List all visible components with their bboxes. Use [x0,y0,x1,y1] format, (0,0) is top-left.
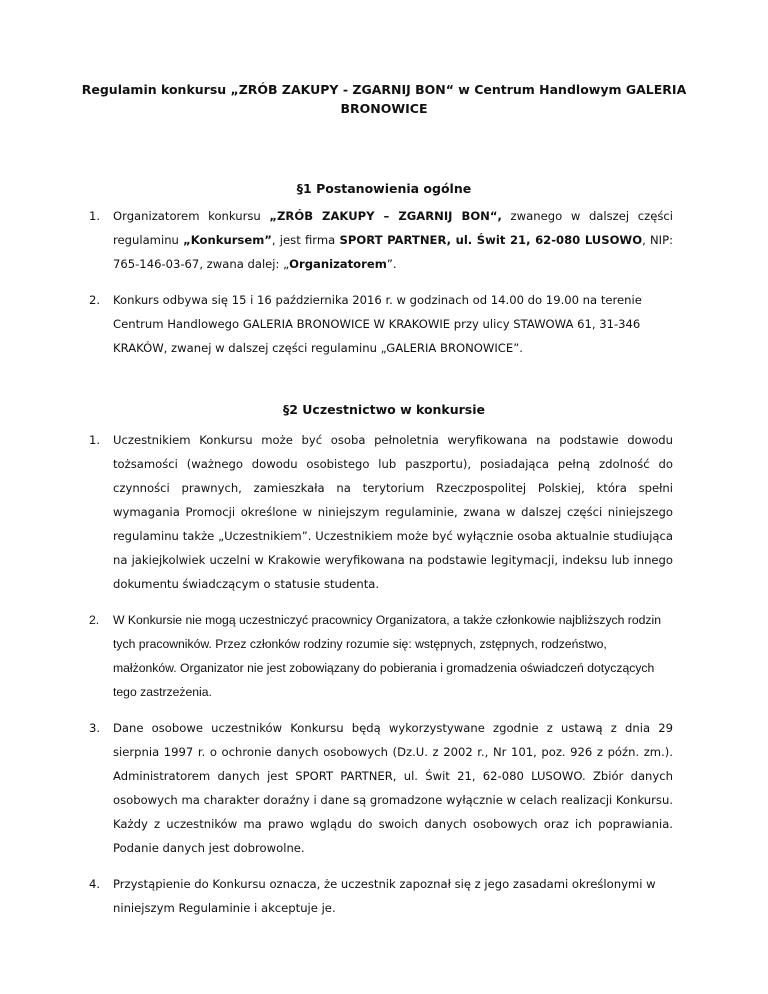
item-text: Przystąpienie do Konkursu oznacza, że uczestnik zapoznał się z jego zasadami określonymi w niniejszym Regulaminie i akceptuje je. [113,877,656,915]
list-item [89,872,673,920]
item-text: , NIP: 765-146-03-67, zwana dalej: „ [113,233,673,271]
item-text: Konkurs odbywa się 15 i 16 października 2016 r. w godzinach od 14.00 do 19.00 na terenie Centrum Handlowego GALERIA BRONOWICE W KRAKOWIE przy ulicy STAWOWA 61, 31-346 KRAKÓW, zwanej w dalszej części regulaminu „GALERIA BRONOWICE”. [113,293,642,355]
list-item [89,716,673,860]
contest-term: „Konkursem” [183,233,272,247]
section-2-list [89,428,673,920]
item-number: 4. [89,877,101,891]
contest-name: „ZRÓB ZAKUPY – ZGARNIJ BON“, [269,209,502,223]
document-title [80,80,688,118]
item-number: 2. [89,613,100,627]
section-1-heading: §1 Postanowienia ogólne [296,181,472,196]
list-item [89,608,673,704]
list-item [89,428,673,596]
section-2-heading: §2 Uczestnictwo w konkursie [282,402,486,417]
list-item [89,204,673,276]
title-line-2: BRONOWICE [340,101,428,116]
item-number: 1. [89,209,101,223]
section-1-list [89,204,673,360]
item-number: 3. [89,721,101,735]
item-text: Dane osobowe uczestników Konkursu będą wykorzystywane zgodnie z ustawą z dnia 29 sierpnia 1997 r. o ochronie danych osobowych (Dz.U. z 2002 r., Nr 101, poz. 926 z późn. zm.). Administratorem danych jest SPORT PARTNER, ul. Świt 21, 62-080 LUSOWO. Zbiór danych osobowych ma charakter doraźny i dane są gromadzone wyłącznie w celach realizacji Konkursu. Każdy z uczestników ma prawo wglądu do swoich danych osobowych oraz ich poprawiania. Podanie danych jest dobrowolne. [113,721,673,855]
item-number: 1. [89,433,101,447]
item-text: , jest firma [271,233,340,247]
organizer-address: SPORT PARTNER, ul. Świt 21, 62-080 LUSOWO [339,233,643,247]
item-text: ”. [386,257,397,271]
list-item [89,288,673,360]
title-line-1: Regulamin konkursu „ZRÓB ZAKUPY - ZGARNIJ BON“ w Centrum Handlowym GALERIA [81,82,687,97]
item-text: zwanego w dalszej części regulaminu [113,209,673,247]
item-text: W Konkursie nie mogą uczestniczyć pracownicy Organizatora, a także członkowie najbliższych rodzin tych pracowników. Przez członków rodziny rozumie się: wstępnych, zstępnych, rodzeństwo, małżonków. Organizator nie jest zobowiązany do pobierania i gromadzenia oświadczeń dotyczących tego zastrzeżenia. [113,613,661,699]
item-text: Organizatorem konkursu [113,209,270,223]
organizer-term: Organizatorem [289,257,387,271]
item-text: Uczestnikiem Konkursu może być osoba pełnoletnia weryfikowana na podstawie dowodu tożsamości (ważnego dowodu osobistego lub paszportu), posiadająca pełną zdolność do czynności prawnych, zamieszkała na terytorium Rzeczpospolitej Polskiej, która spełni wymagania Promocji określone w niniejszym regulaminie, zwana w dalszej części niniejszego regulaminu także „Uczestnikiem”. Uczestnikiem może być wyłącznie osoba aktualnie studiująca na jakiejkolwiek uczelni w Krakowie weryfikowana na podstawie legitymacji, indeksu lub innego dokumentu świadczącym o statusie studenta. [113,433,673,591]
item-number: 2. [89,293,101,307]
